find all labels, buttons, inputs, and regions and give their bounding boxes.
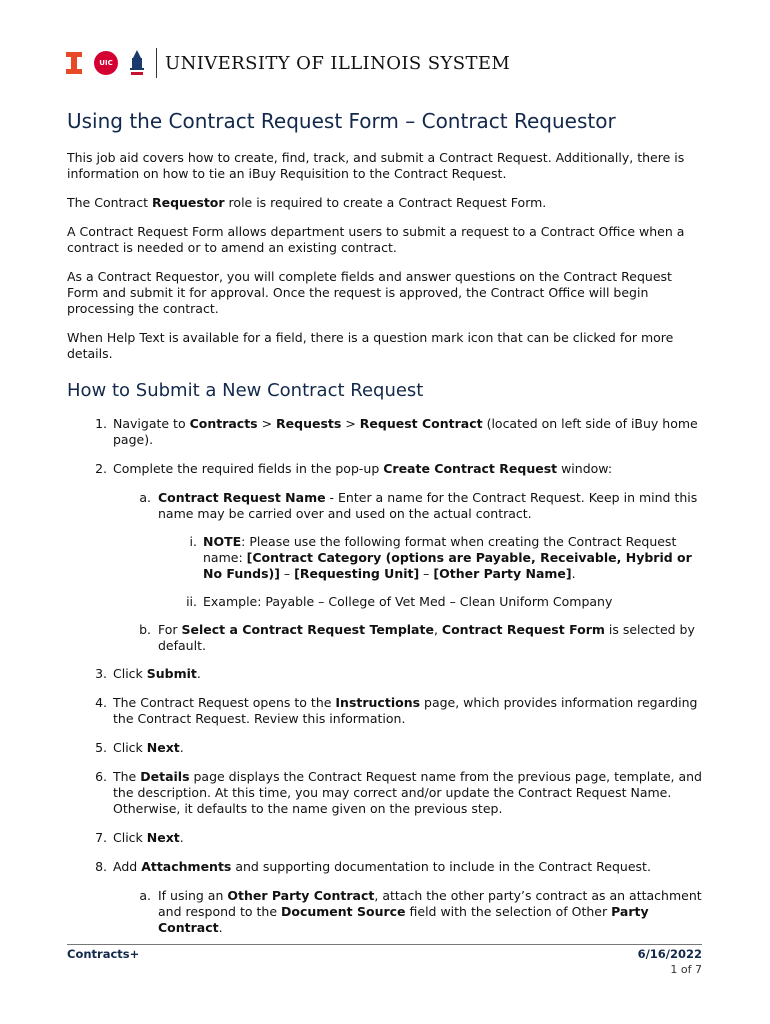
step-text: If using an Other Party Contract, attach the other party’s contract as an attachment and respond to the Document Source field with the selection of Other Party Contract. — [158, 888, 702, 935]
page-number: 1 of 7 — [670, 963, 702, 976]
step-text: Add Attachments and supporting documentation to include in the Contract Request. — [113, 859, 651, 874]
intro-paragraph: The Contract Requestor role is required to create a Contract Request Form. — [67, 195, 547, 210]
uic-logo: UIC — [94, 51, 118, 75]
step-item — [67, 622, 707, 654]
illinois-block-i-logo — [66, 52, 82, 74]
step-item — [67, 769, 707, 817]
step-text: The Details page displays the Contract Request name from the previous page, template, and the description. At this time, you may correct and/or update the Contract Request Name. Otherwise, it defaults to the name given on the previous step. — [113, 769, 702, 816]
step-number: 3. — [95, 666, 107, 681]
step-number: i. — [189, 534, 197, 549]
university-system-title: UNIVERSITY OF ILLINOIS SYSTEM — [165, 52, 511, 74]
step-item — [67, 859, 707, 875]
step-item — [67, 461, 707, 477]
page-title: Using the Contract Request Form – Contract Requestor — [67, 109, 616, 133]
step-text: Complete the required fields in the pop-up Create Contract Request window: — [113, 461, 613, 476]
step-item — [67, 695, 707, 727]
step-number: 4. — [95, 695, 107, 710]
step-text: For Select a Contract Request Template, Contract Request Form is selected by default. — [158, 622, 695, 653]
step-item — [67, 888, 707, 936]
header-divider — [156, 48, 157, 78]
steps-list — [67, 416, 707, 936]
page-header — [66, 48, 510, 78]
page-footer — [67, 944, 702, 976]
uis-logo — [128, 49, 146, 77]
step-item — [67, 534, 707, 582]
step-item — [67, 416, 707, 448]
step-number: 8. — [95, 859, 107, 874]
step-text: NOTE: Please use the following format when creating the Contract Request name: [Contract Category (options are Payable, Receivable, Hybrid or No Funds)] – [Requesting Unit] – [Other Party Name]. — [203, 534, 692, 581]
step-text: Click Next. — [113, 740, 184, 755]
intro-paragraph: A Contract Request Form allows department users to submit a request to a Contract Office when a contract is needed or to amend an existing contract. — [67, 224, 685, 255]
step-number: 2. — [95, 461, 107, 476]
step-number: a. — [139, 888, 151, 903]
step-text: Click Submit. — [113, 666, 201, 681]
step-item — [67, 666, 707, 682]
step-text: The Contract Request opens to the Instructions page, which provides information regarding the Contract Request. Review this information. — [113, 695, 698, 726]
intro-paragraph: This job aid covers how to create, find, track, and submit a Contract Request. Additionally, there is information on how to tie an iBuy Requisition to the Contract Request. — [67, 150, 685, 181]
footer-label: Contracts+ — [67, 947, 140, 961]
step-text: Example: Payable – College of Vet Med – Clean Uniform Company — [203, 594, 613, 609]
step-item — [67, 830, 707, 846]
step-text: Click Next. — [113, 830, 184, 845]
document-body — [67, 108, 707, 948]
step-number: ii. — [186, 594, 197, 609]
intro-section — [67, 150, 707, 362]
step-number: b. — [139, 622, 151, 637]
intro-paragraph: As a Contract Requestor, you will complete fields and answer questions on the Contract Request Form and submit it for approval. Once the request is approved, the Contract Office will begin processing the contract. — [67, 269, 672, 316]
step-number: a. — [139, 490, 151, 505]
step-item — [67, 740, 707, 756]
step-number: 6. — [95, 769, 107, 784]
step-number: 5. — [95, 740, 107, 755]
step-text: Navigate to Contracts > Requests > Request Contract (located on left side of iBuy home page). — [113, 416, 698, 447]
section-title: How to Submit a New Contract Request — [67, 380, 424, 401]
step-item — [67, 490, 707, 522]
footer-date: 6/16/2022 — [637, 947, 702, 961]
step-text: Contract Request Name - Enter a name for the Contract Request. Keep in mind this name may be carried over and used on the actual contract. — [158, 490, 698, 521]
intro-paragraph: When Help Text is available for a field, there is a question mark icon that can be clicked for more details. — [67, 330, 674, 361]
step-number: 7. — [95, 830, 107, 845]
step-number: 1. — [95, 416, 107, 431]
step-item — [67, 594, 707, 610]
